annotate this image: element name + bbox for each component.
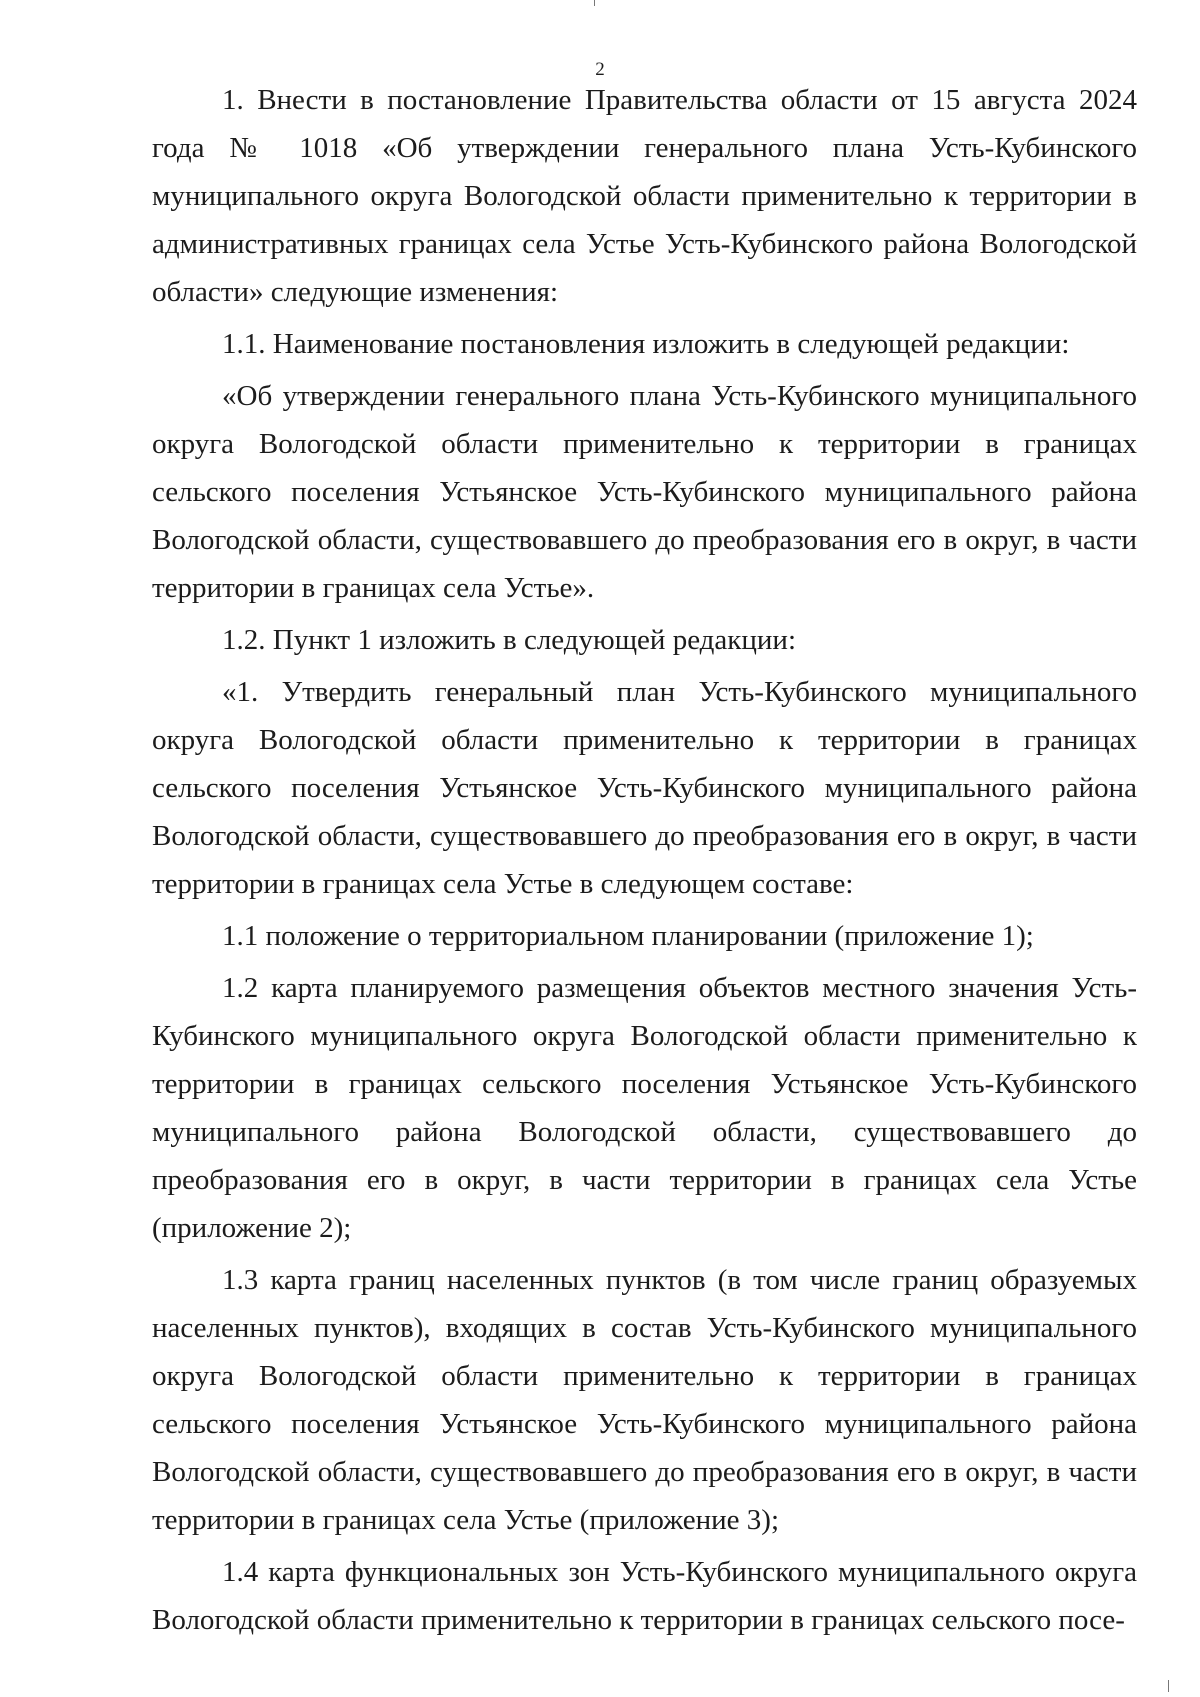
scan-mark-bottom (1168, 1680, 1169, 1692)
list-item-1-1: 1.1 положение о территориальном планировании (приложение 1); (222, 920, 1034, 952)
list-item-1-3: 1.3 карта границ населенных пунктов (в том числе границ образуемых населенных пунктов), входящих в состав Усть-Кубинского муниципального округа Вологодской области применительно к территории в границах сельского поселения Устьянское Усть-Кубинского муниципального района Вологодской области, существовавшего до преобразования его в округ, в части территории в границах села Устье (приложение 3); (152, 1264, 1137, 1536)
paragraph-point-1-quote: «1. Утвердить генеральный план Усть-Кубинского муниципального округа Вологодской области применительно к территории в границах сельского поселения Устьянское Усть-Кубинского муниципального района Вологодской области, существовавшего до преобразования его в округ, в части территории в границах села Устье в следующем составе: (152, 676, 1137, 900)
paragraph-1: 1. Внести в постановление Правительства области от 15 августа 2024 года № 1018 «Об утверждении генерального плана Усть-Кубинского муниципального округа Вологодской области применительно к территории в административных границах села Устье Усть-Кубинского района Вологодской области» следующие изменения: (152, 84, 1137, 308)
document-body (152, 76, 1137, 1644)
page-number: 2 (595, 59, 605, 80)
scan-mark-top (594, 0, 595, 6)
list-item-1-4: 1.4 карта функциональных зон Усть-Кубинского муниципального округа Вологодской области применительно к территории в границах сельского посе- (152, 1556, 1137, 1636)
paragraph-1-2: 1.2. Пункт 1 изложить в следующей редакции: (222, 624, 797, 656)
paragraph-title-quote: «Об утверждении генерального плана Усть-Кубинского муниципального округа Вологодской области применительно к территории в границах сельского поселения Устьянское Усть-Кубинского муниципального района Вологодской области, существовавшего до преобразования его в округ, в части территории в границах села Устье». (152, 380, 1137, 604)
list-item-1-2: 1.2 карта планируемого размещения объектов местного значения Усть-Кубинского муниципального округа Вологодской области применительно к территории в границах сельского поселения Устьянское Усть-Кубинского муниципального района Вологодской области, существовавшего до преобразования его в округ, в части территории в границах села Устье (приложение 2); (152, 972, 1137, 1244)
paragraph-1-1: 1.1. Наименование постановления изложить в следующей редакции: (222, 328, 1070, 360)
